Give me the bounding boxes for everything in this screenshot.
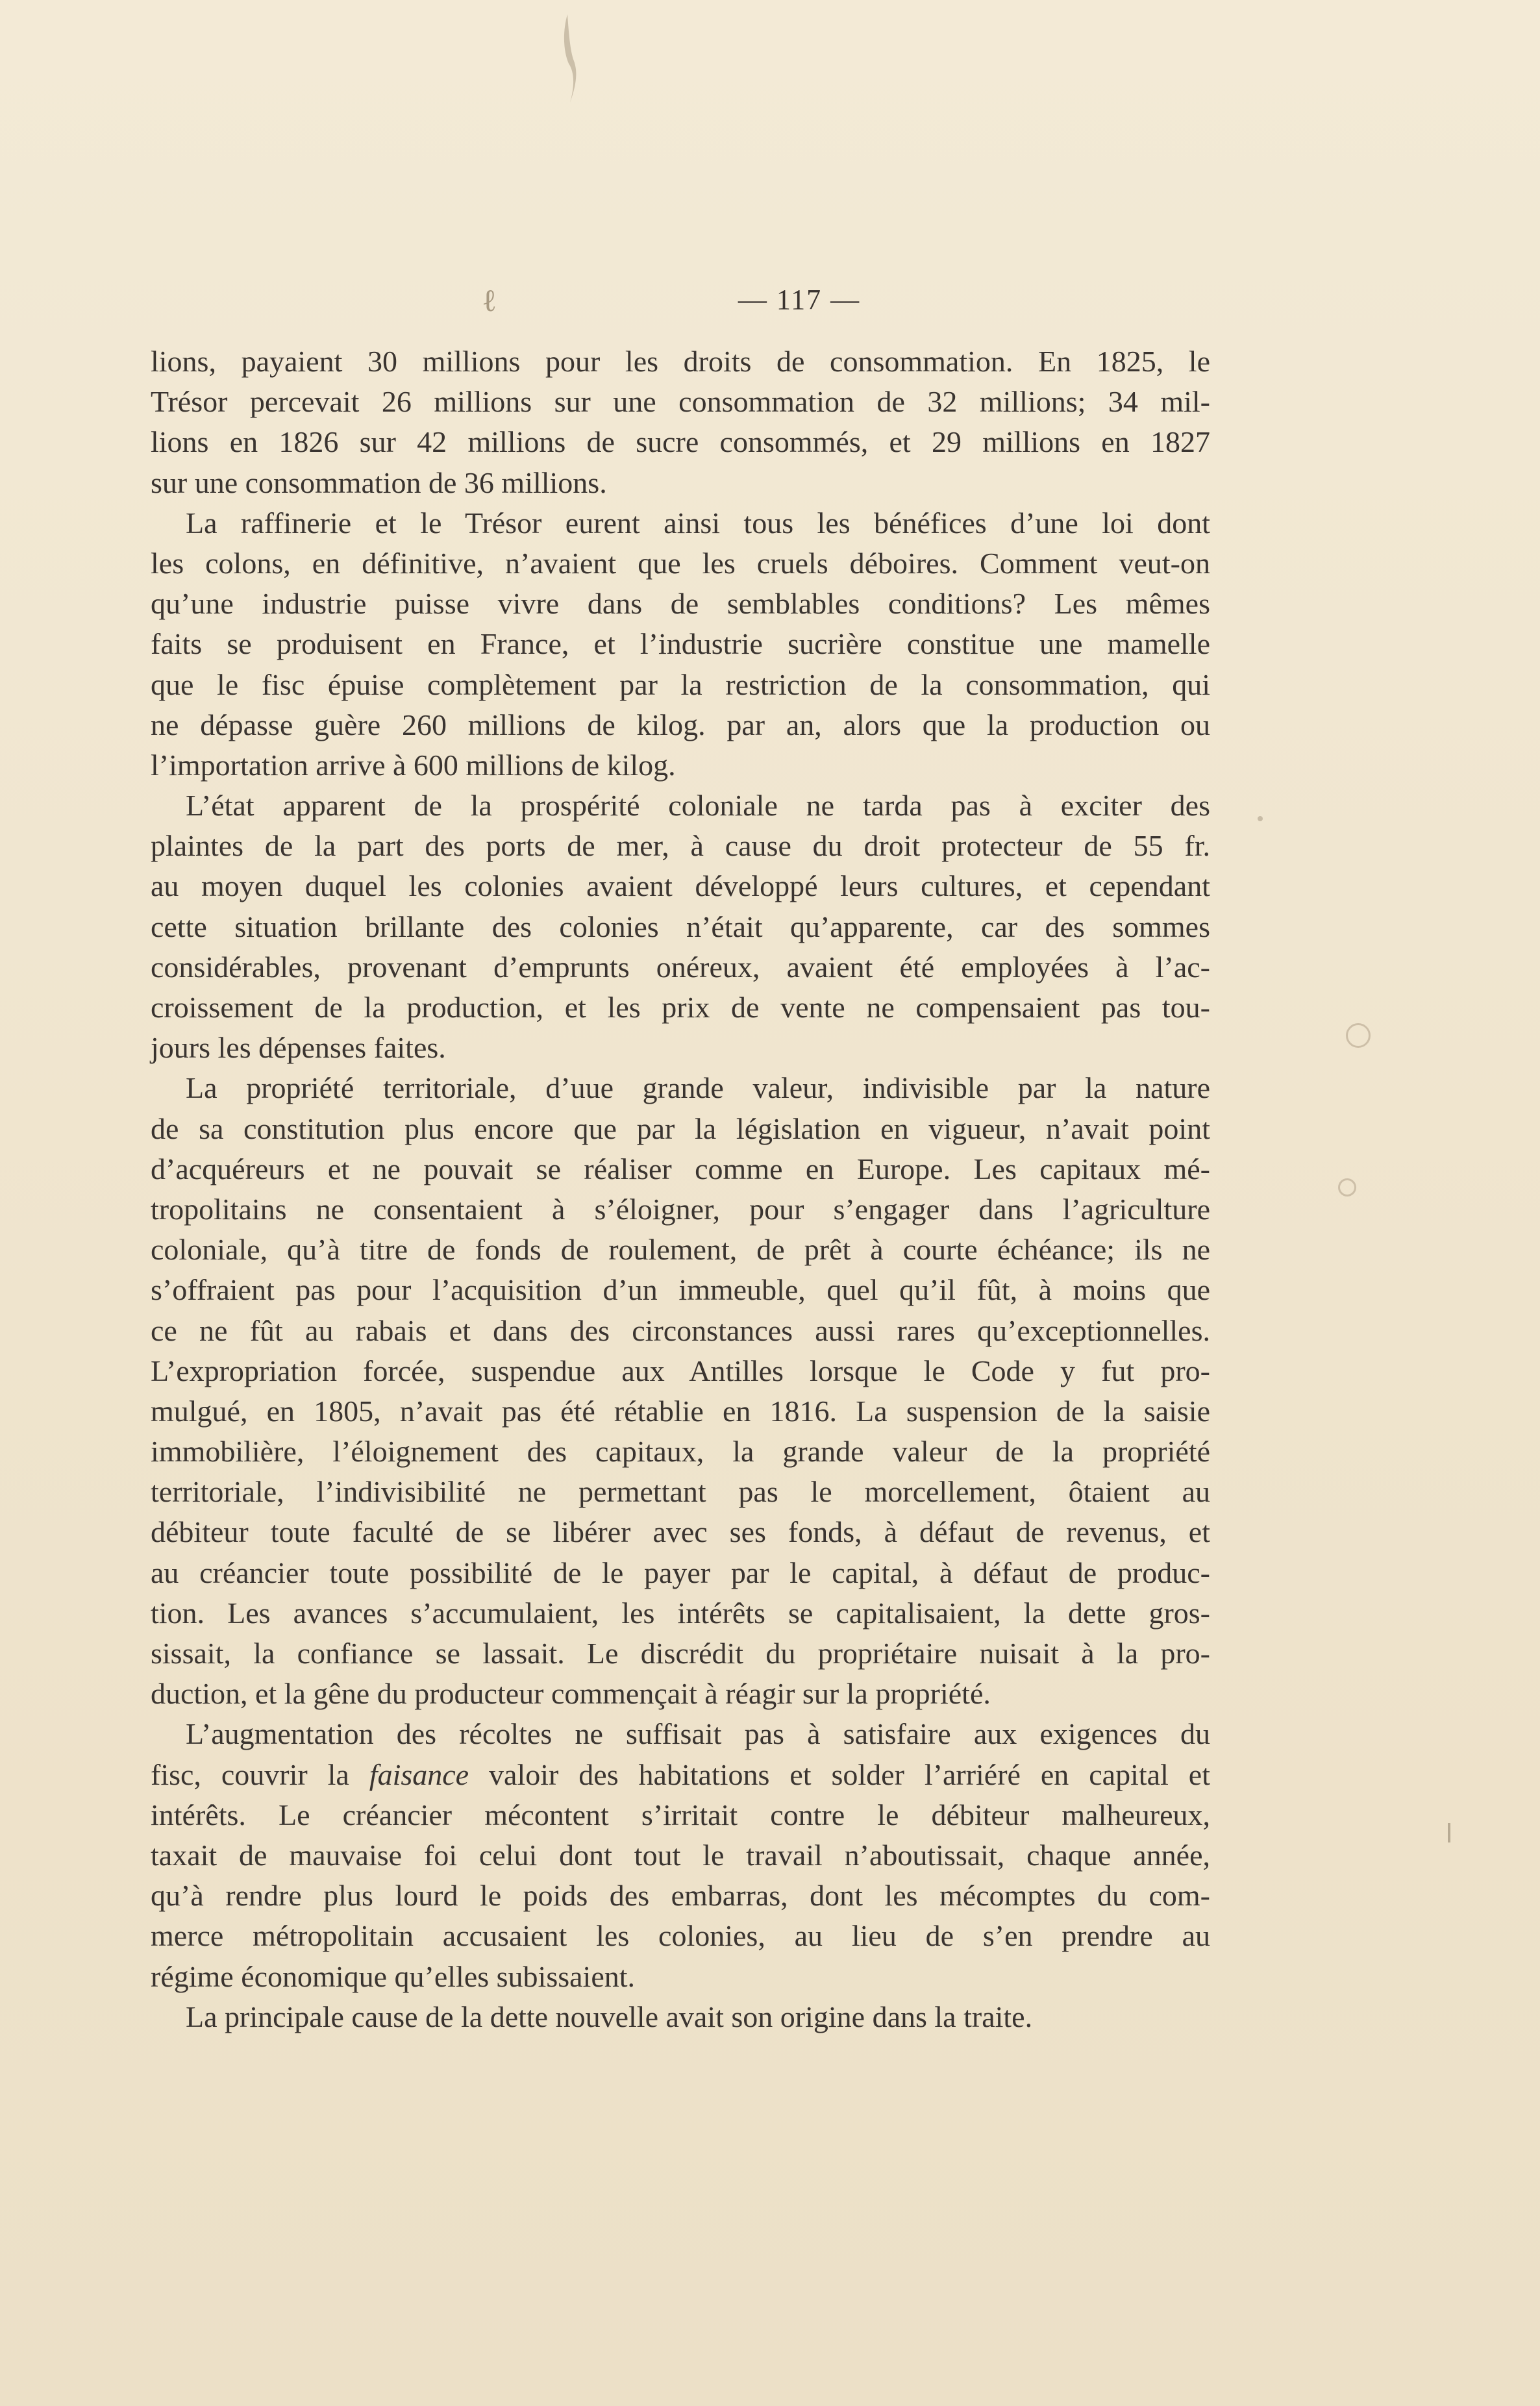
- text-line: La raffinerie et le Trésor eurent ainsi tous les bénéfices d’une loi dont: [186, 506, 1210, 539]
- text-line: L’état apparent de la prospérité coloniale ne tarda pas à exciter des: [186, 789, 1210, 823]
- text-line: de sa constitution plus encore que par la législation en vigueur, n’avait point: [151, 1111, 1210, 1145]
- binding-hole-mark: [1346, 1023, 1371, 1048]
- ink-smudge-mark: [560, 13, 579, 104]
- text-line: que le fisc épuise complètement par la restriction de la consommation, qui: [151, 667, 1210, 701]
- paragraph: [151, 503, 1210, 786]
- text-line: L’augmentation des récoltes ne suffisait pas à satisfaire aux exigences du: [186, 1717, 1210, 1751]
- text-line: débiteur toute faculté de se libérer avec ses fonds, à défaut de revenus, et: [151, 1515, 1210, 1549]
- text-line: qu’une industrie puisse vivre dans de semblables conditions? Les mêmes: [151, 587, 1210, 621]
- text-line: duction, et la gêne du producteur commençait à réagir sur la propriété.: [151, 1677, 991, 1711]
- text-line: sissait, la confiance se lassait. Le discrédit du propriétaire nuisait à la pro-: [151, 1637, 1210, 1670]
- text-line: La principale cause de la dette nouvelle avait son origine dans la traite.: [186, 2000, 1033, 2033]
- text-line: fisc, couvrir la faisance valoir des habitations et solder l’arriéré en capital et: [151, 1757, 1210, 1791]
- text-line: merce métropolitain accusaient les colonies, au lieu de s’en prendre au: [151, 1919, 1210, 1953]
- paragraph: [151, 786, 1210, 1068]
- paragraph: [151, 341, 1210, 503]
- text-line: cette situation brillante des colonies n’était qu’apparente, car des sommes: [151, 910, 1210, 943]
- text-line: plaintes de la part des ports de mer, à cause du droit protecteur de 55 fr.: [151, 829, 1210, 863]
- text-line: tropolitains ne consentaient à s’éloigner, pour s’engager dans l’agriculture: [151, 1192, 1210, 1226]
- text-line: qu’à rendre plus lourd le poids des embarras, dont les mécomptes du com-: [151, 1879, 1210, 1913]
- text-line: s’offraient pas pour l’acquisition d’un immeuble, quel qu’il fût, à moins que: [151, 1273, 1210, 1307]
- text-line: coloniale, qu’à titre de fonds de roulement, de prêt à courte échéance; ils ne: [151, 1233, 1210, 1267]
- text-line: faits se produisent en France, et l’industrie sucrière constitue une mamelle: [151, 627, 1210, 661]
- text-line: immobilière, l’éloignement des capitaux, la grande valeur de la propriété: [151, 1435, 1210, 1469]
- text-line: considérables, provenant d’emprunts onéreux, avaient été employées à l’ac-: [151, 950, 1210, 984]
- text-line: intérêts. Le créancier mécontent s’irritait contre le débiteur malheureux,: [151, 1798, 1210, 1831]
- body-text: [151, 341, 1210, 2037]
- text-line: tion. Les avances s’accumulaient, les intérêts se capitalisaient, la dette gros-: [151, 1596, 1210, 1630]
- text-line: l’importation arrive à 600 millions de kilog.: [151, 748, 676, 782]
- text-line: taxait de mauvaise foi celui dont tout le travail n’aboutissait, chaque année,: [151, 1838, 1210, 1872]
- text-line: La propriété territoriale, d’uue grande valeur, indivisible par la nature: [186, 1071, 1210, 1105]
- text-line: jours les dépenses faites.: [151, 1031, 446, 1065]
- speck-mark: [1258, 816, 1263, 821]
- text-line: sur une consommation de 36 millions.: [151, 465, 607, 499]
- text-line: d’acquéreurs et ne pouvait se réaliser comme en Europe. Les capitaux mé-: [151, 1152, 1210, 1185]
- page-number: — 117 —: [738, 284, 861, 316]
- text-line: croissement de la production, et les prix de vente ne compensaient pas tou-: [151, 991, 1210, 1024]
- text-line: Trésor percevait 26 millions sur une consommation de 32 millions; 34 mil-: [151, 385, 1210, 419]
- text-line: au créancier toute possibilité de le payer par le capital, à défaut de produc-: [151, 1556, 1210, 1589]
- paragraph: [151, 1714, 1210, 1996]
- text-line: L’expropriation forcée, suspendue aux Antilles lorsque le Code y fut pro-: [151, 1354, 1210, 1387]
- text-line: au moyen duquel les colonies avaient développé leurs cultures, et cependant: [151, 869, 1210, 903]
- text-line: les colons, en définitive, n’avaient que les cruels déboires. Comment veut-on: [151, 546, 1210, 580]
- speck-mark: [1448, 1823, 1450, 1842]
- text-line: territoriale, l’indivisibilité ne permettant pas le morcellement, ôtaient au: [151, 1475, 1210, 1509]
- pencil-mark: ℓ: [482, 284, 497, 318]
- binding-hole-mark: [1338, 1178, 1356, 1197]
- text-line: mulgué, en 1805, n’avait pas été rétablie en 1816. La suspension de la saisie: [151, 1394, 1210, 1428]
- text-line: régime économique qu’elles subissaient.: [151, 1959, 636, 1993]
- paragraph: [151, 1997, 1210, 2037]
- text-line: ne dépasse guère 260 millions de kilog. par an, alors que la production ou: [151, 708, 1210, 741]
- text-line: ce ne fût au rabais et dans des circonstances aussi rares qu’exceptionnelles.: [151, 1313, 1210, 1347]
- text-line: lions, payaient 30 millions pour les droits de consommation. En 1825, le: [151, 345, 1210, 378]
- paragraph: [151, 1068, 1210, 1714]
- text-line: lions en 1826 sur 42 millions de sucre consommés, et 29 millions en 1827: [151, 425, 1210, 459]
